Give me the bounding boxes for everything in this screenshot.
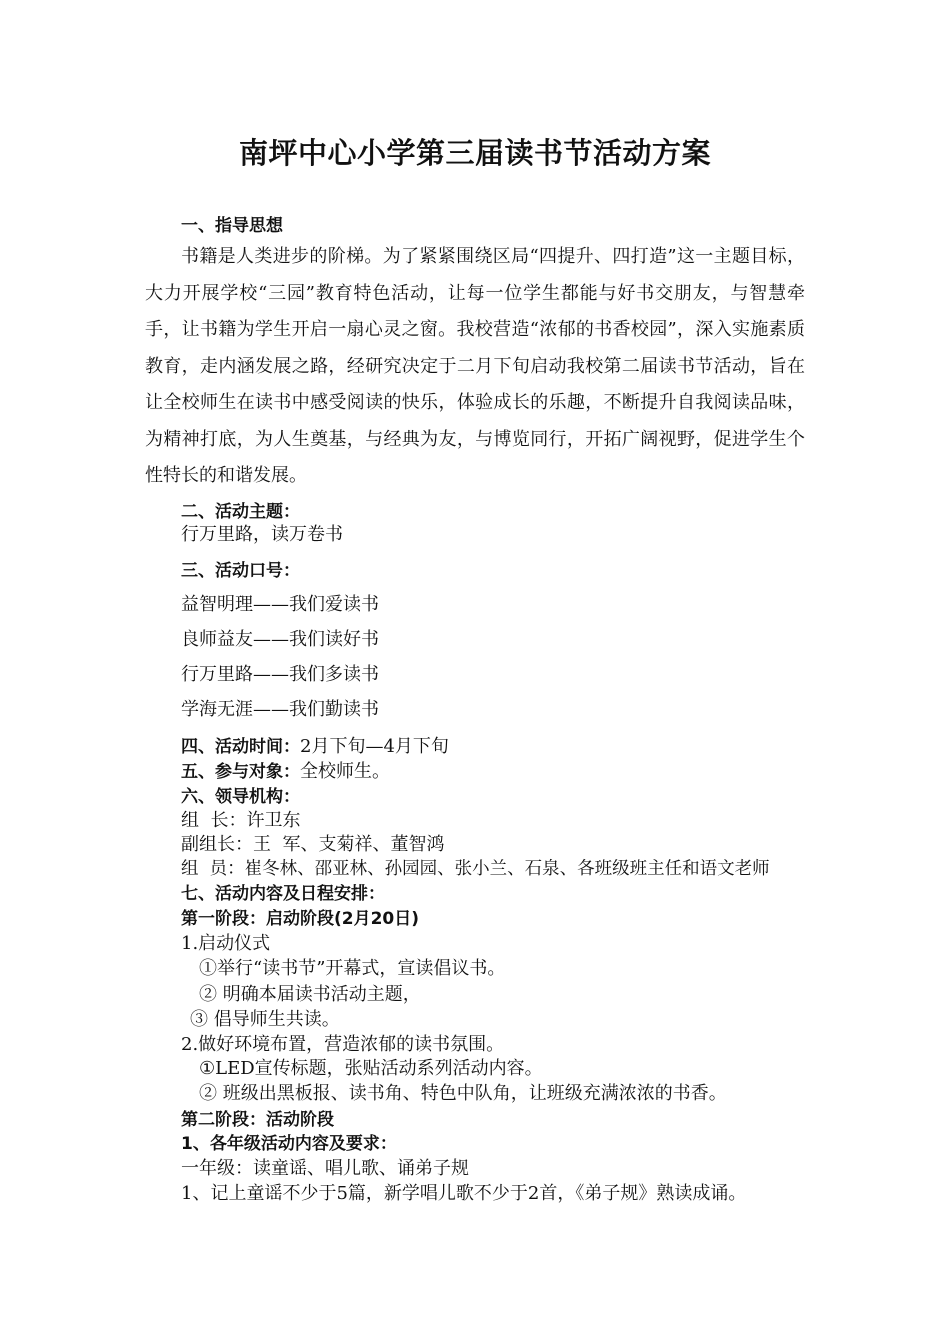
stage1-item1-sub: ② 明确本届读书活动主题，	[199, 984, 421, 1005]
section-heading-guiding-thought: 一、指导思想	[181, 216, 283, 236]
slogan-item: 良师益友——我们读好书	[181, 629, 379, 650]
slogan-item: 益智明理——我们爱读书	[181, 594, 379, 615]
organization-deputy: 副组长：王 军、支菊祥、董智鸿	[181, 834, 445, 855]
grade1-activity: 一年级：读童谣、唱儿歌、诵弟子规	[181, 1158, 469, 1179]
stage2-heading: 第二阶段：活动阶段	[181, 1110, 334, 1130]
section-heading-slogans: 三、活动口号：	[181, 561, 300, 581]
theme-text: 行万里路，读万卷书	[181, 524, 343, 545]
activity-time-text: 2月下旬—4月下旬	[300, 736, 449, 757]
section-heading-time: 四、活动时间：	[181, 737, 300, 757]
activity-time-row	[181, 735, 449, 759]
guiding-thought-paragraph: 书籍是人类进步的阶梯。为了紧紧围绕区局“四提升、四打造”这一主题目标，大力开展学校“三园”教育特色活动，让每一位学生都能与好书交朋友，与智慧牵手，让书籍为学生开启一扇心灵之窗。我校营造“浓郁的书香校园”，深入实施素质教育，走内涵发展之路，经研究决定于二月下旬启动我校第二届读书节活动，旨在让全校师生在读书中感受阅读的快乐，体验成长的乐趣，不断提升自我阅读品味，为精神打底，为人生奠基，与经典为友，与博览同行，开拓广阔视野，促进学生个性特长的和谐发展。	[145, 246, 805, 486]
stage2-subheading: 1、各年级活动内容及要求：	[181, 1134, 397, 1154]
organization-members: 组 员：崔冬林、邵亚林、孙园园、张小兰、石泉、各班级班主任和语文老师	[181, 859, 770, 879]
stage1-item2-sub: ② 班级出黑板报、读书角、特色中队角，让班级充满浓浓的书香。	[199, 1083, 727, 1104]
stage1-item1: 1.启动仪式	[181, 933, 271, 954]
grade1-requirement: 1、记上童谣不少于5篇，新学唱儿歌不少于2首，《弟子规》熟读成诵。	[181, 1183, 747, 1204]
participants-row	[181, 760, 390, 784]
document-title: 南坪中心小学第三届读书节活动方案	[238, 136, 711, 170]
stage1-item2-sub: ①LED宣传标题，张贴活动系列活动内容。	[199, 1058, 543, 1079]
participants-text: 全校师生。	[300, 761, 390, 782]
section-heading-organization: 六、领导机构：	[181, 787, 300, 807]
stage1-item1-sub: ①举行“读书节”开幕式，宣读倡议书。	[199, 958, 506, 979]
slogan-item: 学海无涯——我们勤读书	[181, 699, 379, 720]
organization-leader: 组 长：许卫东	[181, 810, 301, 831]
section-heading-schedule: 七、活动内容及日程安排：	[181, 884, 385, 904]
stage1-heading: 第一阶段：启动阶段(2月20日)	[181, 909, 420, 929]
section-heading-participants: 五、参与对象：	[181, 762, 300, 782]
stage1-item1-sub: ③ 倡导师生共读。	[190, 1009, 340, 1030]
stage1-item2: 2.做好环境布置，营造浓郁的读书氛围。	[181, 1034, 505, 1055]
section-heading-theme: 二、活动主题：	[181, 502, 300, 522]
slogan-item: 行万里路——我们多读书	[181, 664, 379, 685]
